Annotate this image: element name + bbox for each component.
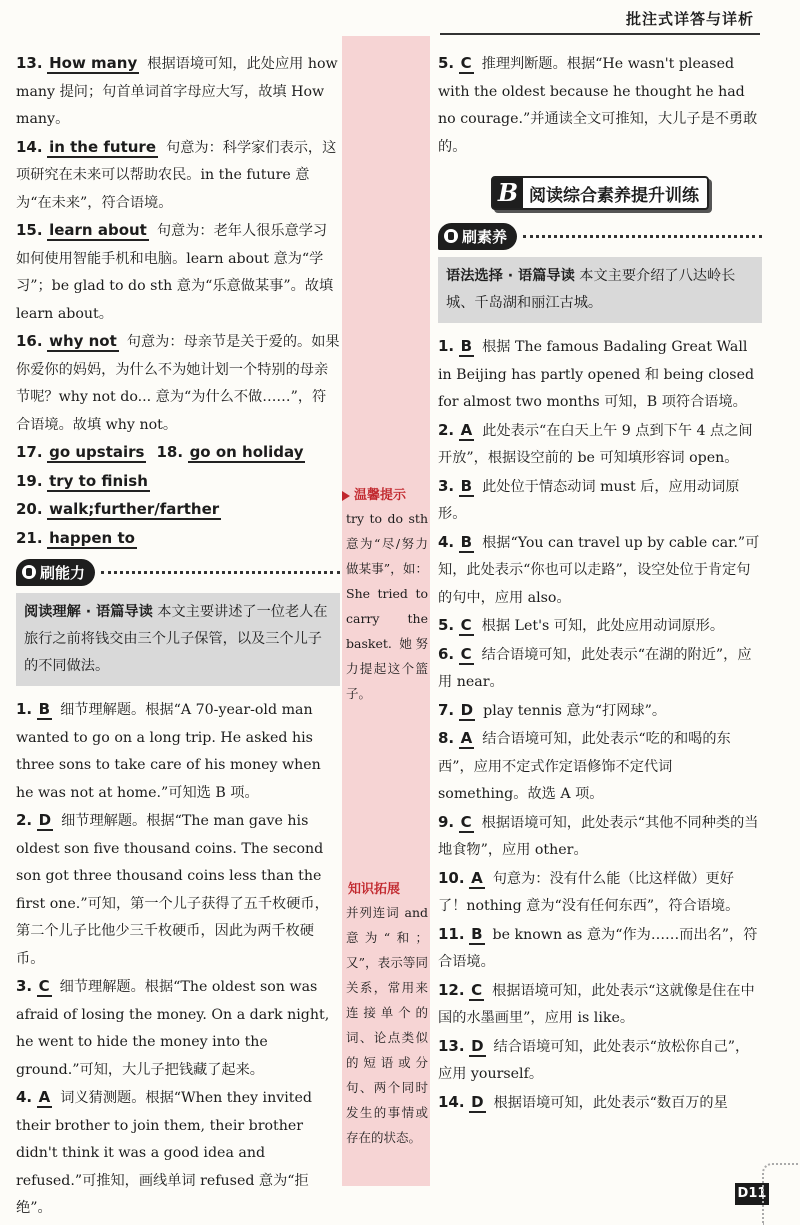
item-answer: D (471, 1092, 484, 1111)
item-answer: in the future (49, 137, 157, 156)
guide-text: 本文主要讲述了一位老人在旅行之前将钱交由三个儿子保管，以及三个儿子的不同做法。 (24, 604, 328, 674)
item-explanation: 此处位于情态动词 must 后，应用动词原形。 (438, 478, 740, 522)
item-number: 19. (16, 471, 43, 490)
answer-item (438, 50, 762, 161)
item-explanation: 细节理解题。根据“A 70-year-old man wanted to go on a long trip. He asked his three sons to take care of his money when he was not at home.”可知选 B 项。 (16, 702, 321, 801)
answer-item (438, 641, 762, 697)
answer-item (16, 696, 340, 807)
item-number: 20. (16, 500, 43, 518)
item-explanation: 根据 The famous Badaling Great Wall in Beijing has partly opened 和 being closed for almost two months 可知，B 项符合语境。 (438, 339, 755, 410)
item-number: 1. (438, 337, 455, 355)
item-number: 17. (16, 443, 43, 461)
item-number: 16. (16, 332, 43, 350)
item-number: 5. (438, 616, 455, 634)
section-title: 阅读综合素养提升训练 (529, 185, 699, 206)
answer-item (438, 809, 762, 865)
short-answer-item (16, 439, 340, 468)
item-number: 2. (438, 420, 455, 439)
item-explanation: be known as 意为“作为……而出名”，符合语境。 (438, 926, 758, 970)
answer-item (438, 612, 762, 641)
section-b-banner (438, 175, 762, 211)
tip-text: try to do sth 意为“尽/努力做某事”，如：She tried to carry the basket. 她努力提起这个篮子。 (346, 511, 428, 701)
item-answer: go upstairs (49, 443, 145, 461)
item-explanation: 根据语境可知，此处表示“这就像是住在中国的水墨画里”，应用 is like。 (438, 982, 755, 1026)
guide-label: 阅读理解 · 语篇导读 (24, 604, 153, 620)
section-letter: B (493, 178, 523, 208)
item-answer: walk;further/farther (49, 500, 220, 518)
grammar-guide (438, 257, 762, 323)
dotted-rule (101, 571, 340, 574)
page-number: D11 (735, 1183, 769, 1205)
answer-item (438, 725, 762, 809)
ext-text: 并列连词 and 意为“和；又”，表示等同关系，常用来连接单个的词、论点类似的短语或分句、两个同时发生的事情或存在的状态。 (346, 905, 428, 1145)
item-answer: D (471, 1036, 484, 1055)
answer-item (438, 1033, 762, 1089)
item-explanation: 根据“You can travel up by cable car.”可知，此处表示“你也可以走路”，设空处位于肯定句的句中，应用 also。 (438, 534, 760, 606)
item-answer: A (460, 729, 473, 747)
item-answer: A (38, 1088, 51, 1106)
item-explanation: 根据语境可知，此处表示“其他不同种类的当地食物”，应用 other。 (438, 814, 759, 858)
short-answer-item (16, 468, 340, 497)
item-number: 8. (438, 729, 455, 747)
item-answer: try to finish (49, 471, 148, 490)
item-answer: C (460, 812, 472, 831)
item-answer: D (460, 700, 474, 719)
answer-item (16, 50, 340, 134)
answer-item (16, 217, 340, 328)
answer-item (438, 529, 762, 613)
item-number: 4. (16, 1088, 33, 1106)
item-answer: A (471, 868, 483, 887)
hand-icon (444, 229, 458, 243)
answer-item (438, 697, 762, 726)
item-answer: B (460, 337, 473, 355)
item-answer: B (460, 532, 473, 551)
item-number: 4. (438, 532, 455, 551)
tip-label: 温馨提示 (342, 484, 406, 503)
answer-item (16, 973, 340, 1084)
guide-text: 本文主要介绍了八达岭长城、千岛湖和丽江古城。 (446, 268, 736, 311)
item-answer: C (38, 977, 50, 995)
item-explanation: 结合语境可知，此处表示“在湖的附近”，应用 near。 (438, 646, 752, 690)
item-explanation: 根据 Let's 可知，此处应用动词原形。 (481, 618, 725, 634)
corner-decoration (762, 1163, 800, 1225)
left-column (16, 50, 340, 1223)
item-answer: D (38, 811, 52, 829)
reading-guide (16, 593, 340, 686)
item-answer: B (460, 476, 473, 495)
item-explanation: 句意为：老年人很乐意学习如何使用智能手机和电脑。learn about 意为“学习”；be glad to do sth 意为“乐意做某事”。故填 learn about。 (16, 223, 334, 322)
tag-shua-nengli (16, 559, 340, 585)
item-answer: How many (49, 54, 138, 72)
item-explanation: 推理判断题。根据“He wasn't pleased with the oldest because he thought he had no courage.”并通读全文可推知，大儿子是不勇敢的。 (438, 56, 758, 155)
notes-column (342, 36, 430, 1186)
ext-label: 知识拓展 (348, 882, 401, 897)
item-number: 9. (438, 812, 455, 831)
item-number: 5. (438, 54, 455, 72)
guide-label: 语法选择 · 语篇导读 (446, 268, 575, 284)
answer-item (438, 865, 762, 921)
header-title: 批注式详答与详析 (625, 10, 754, 28)
item-number: 14. (16, 137, 43, 156)
hand-icon (22, 565, 36, 579)
item-number: 14. (438, 1092, 465, 1111)
item-answer: B (38, 700, 51, 718)
item-number: 12. (438, 980, 465, 999)
tag-label: 刷能力 (40, 563, 86, 582)
item-answer: C (460, 644, 472, 663)
item-explanation: 词义猜测题。根据“When they invited their brother to join them, their brother didn't think it was a good idea and refused.”可推知，画线单词 refused 意为“拒绝”。 (16, 1090, 312, 1216)
item-number: 13. (16, 54, 43, 72)
item-explanation: 细节理解题。根据“The oldest son was afraid of losing the money. On a dark night, he went to hide the money into the ground.”可知，大儿子把钱藏了起来。 (16, 979, 330, 1078)
short-answer-item (16, 496, 340, 525)
item-explanation: 结合语境可知，此处表示“吃的和喝的东西”，应用不定式作定语修饰不定代词 something。故选 A 项。 (438, 731, 731, 802)
item-answer: why not (49, 332, 117, 350)
item-answer: C (460, 616, 472, 634)
answer-item (438, 1089, 762, 1118)
item-number: 2. (16, 811, 33, 829)
answer-item (16, 1084, 340, 1223)
item-explanation: 根据语境可知，此处应用 how many 提问；句首单词首字母应大写，故填 How many。 (16, 56, 338, 127)
tag-label: 刷素养 (462, 227, 508, 246)
item-explanation: 此处表示“在白天上午 9 点到下午 4 点之间开放”，根据设空前的 be 可知填形容词 open。 (438, 422, 753, 466)
item-answer: C (460, 54, 472, 72)
item-answer: happen to (49, 528, 135, 547)
item-number: 7. (438, 700, 455, 719)
item-number: 3. (438, 476, 455, 495)
answer-item (438, 977, 762, 1033)
item-answer: B (471, 924, 483, 943)
answer-item (438, 473, 762, 529)
item-explanation: 根据语境可知，此处表示“数百万的星 (493, 1094, 728, 1111)
answer-item (16, 328, 340, 439)
dotted-rule (523, 235, 762, 238)
item-number: 13. (438, 1036, 465, 1055)
item-explanation: 句意为：科学家们表示，这项研究在未来可以帮助农民。in the future 意为“在未来”，符合语境。 (16, 139, 337, 211)
item-answer: A (460, 420, 473, 439)
item-answer: go on holiday (189, 443, 304, 461)
answer-item (438, 333, 762, 417)
answer-item (438, 417, 762, 473)
tag-shua-suyang (438, 223, 762, 249)
item-number: 15. (16, 221, 43, 239)
item-number: 21. (16, 528, 43, 547)
arrow-icon (342, 491, 350, 501)
short-answer-item (16, 525, 340, 554)
item-explanation: 结合语境可知，此处表示“放松你自己”，应用 yourself。 (438, 1038, 750, 1082)
item-number: 1. (16, 700, 33, 718)
item-answer: C (471, 980, 483, 999)
item-explanation: 句意为：没有什么能（比这样做）更好了！nothing 意为“没有任何东西”，符合语境。 (438, 870, 740, 914)
item-number: 3. (16, 977, 33, 995)
answer-item (16, 134, 340, 218)
item-explanation: 句意为：母亲节是关于爱的。如果你爱你的妈妈，为什么不为她计划一个特别的母亲节呢？why not do... 意为“为什么不做……”，符合语境。故填 why not。 (16, 334, 340, 433)
item-answer: learn about (49, 221, 147, 239)
answer-item (438, 921, 762, 977)
header-rule (440, 33, 760, 35)
item-explanation: play tennis 意为“打网球”。 (483, 702, 667, 719)
item-explanation: 细节理解题。根据“The man gave his oldest son five thousand coins. The second son got three thousand coins less than the first one.”可知，第一个儿子获得了五千枚硬币，第二个儿子比他少三千枚硬币，因此为两千枚硬币。 (16, 813, 329, 967)
right-column (438, 50, 762, 1117)
answer-item (16, 807, 340, 973)
item-number: 11. (438, 924, 465, 943)
item-number: 6. (438, 644, 455, 663)
item-number: 18. (156, 443, 184, 461)
item-number: 10. (438, 868, 465, 887)
